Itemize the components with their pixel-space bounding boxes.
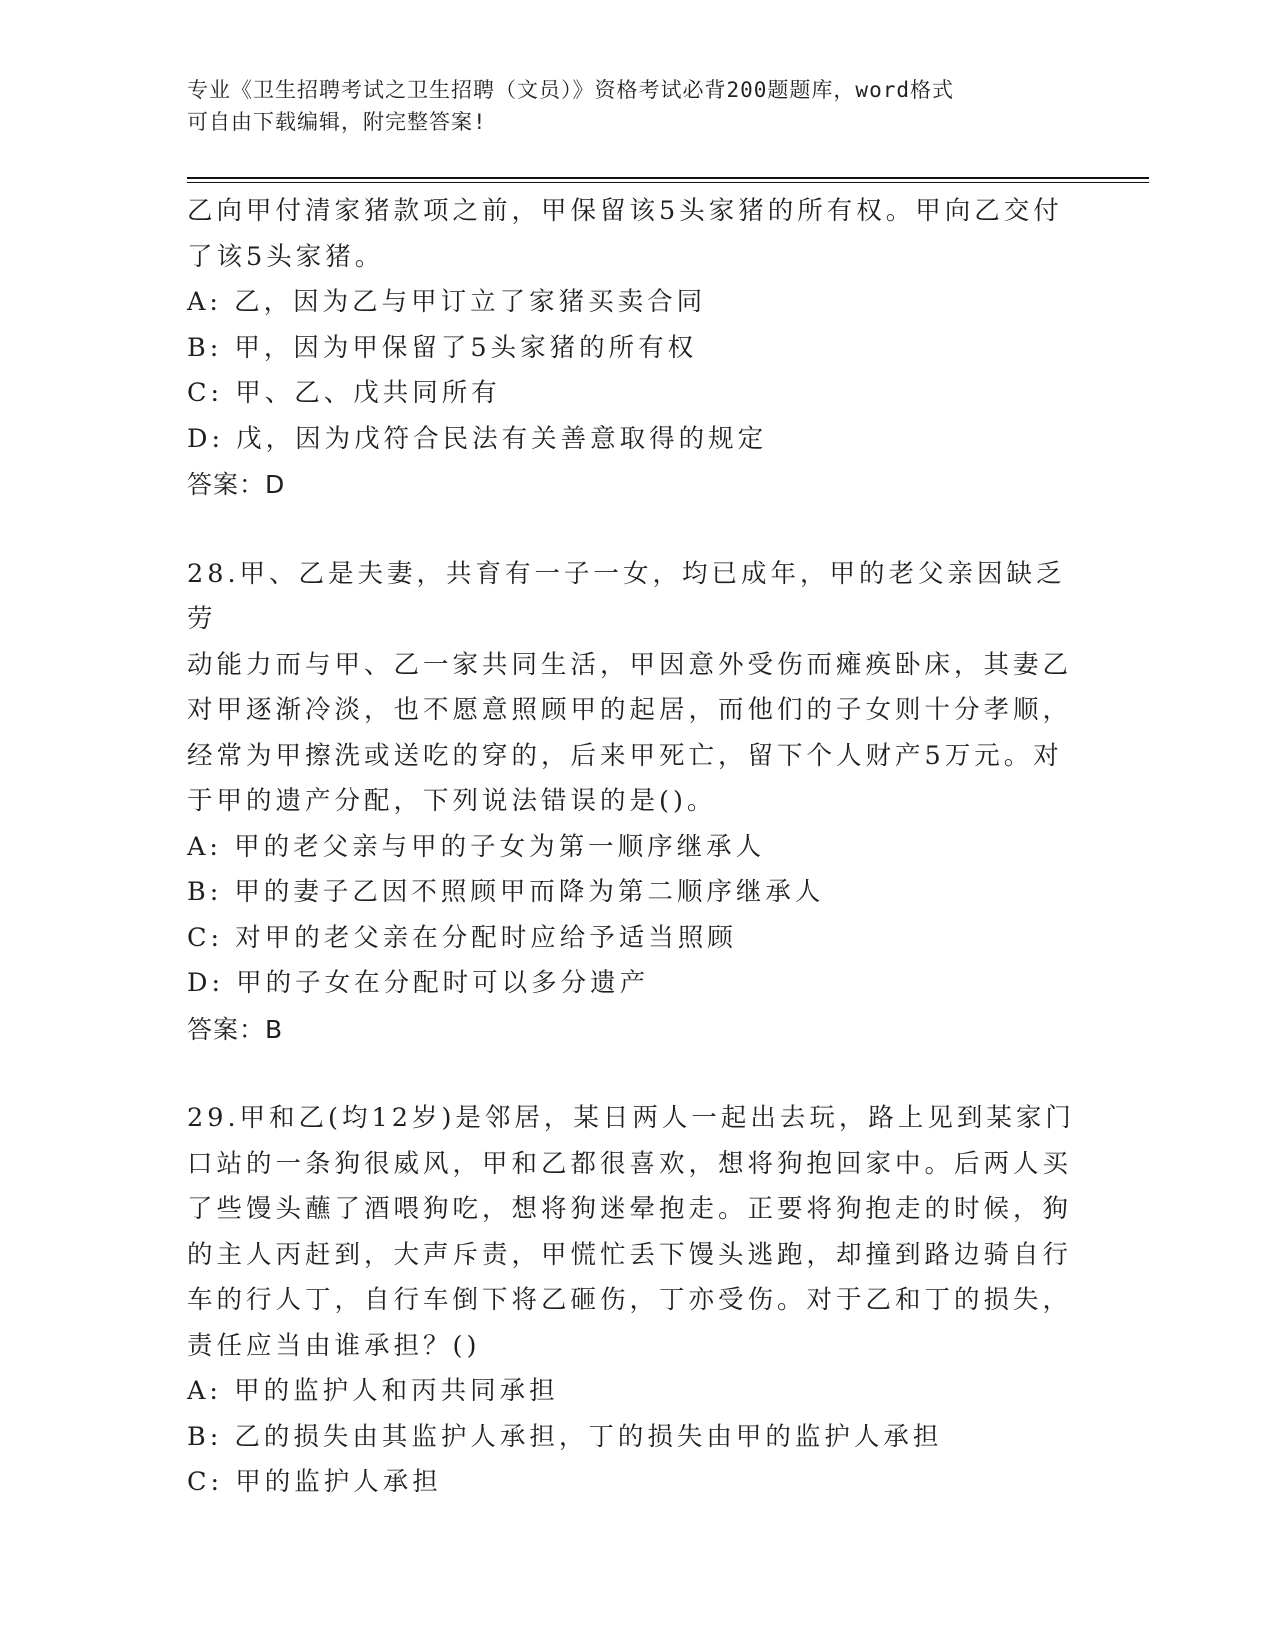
question-27 (187, 189, 1087, 508)
question-stem-line: 乙向甲付清家猪款项之前，甲保留该5头家猪的所有权。甲向乙交付 (187, 196, 1063, 226)
question-stem-line: 了该5头家猪。 (187, 241, 385, 272)
option-b: B: 甲，因为甲保留了5头家猪的所有权 (187, 332, 698, 363)
option-c: C: 甲的监护人承担 (187, 1467, 442, 1497)
option-b: B: 乙的损失由其监护人承担，丁的损失由甲的监护人承担 (187, 1421, 943, 1452)
question-stem-line: 车的行人丁，自行车倒下将乙砸伤，丁亦受伤。对于乙和丁的损失， (187, 1285, 1073, 1315)
question-stem-line: 责任应当由谁承担？() (187, 1330, 481, 1361)
option-a: A: 甲的老父亲与甲的子女为第一顺序继承人 (187, 831, 766, 862)
question-stem-line: 对甲逐渐冷淡，也不愿意照顾甲的起居，而他们的子女则十分孝顺， (187, 695, 1073, 725)
option-d: D: 甲的子女在分配时可以多分遗产 (187, 968, 650, 998)
spacer (187, 1052, 1087, 1096)
spacer (187, 508, 1087, 552)
document-body (187, 189, 1087, 1506)
question-stem-line: 经常为甲擦洗或送吃的穿的，后来甲死亡，留下个人财产5万元。对 (187, 740, 1063, 771)
option-c: C: 对甲的老父亲在分配时应给予适当照顾 (187, 922, 737, 953)
question-stem-line: 动能力而与甲、乙一家共同生活，甲因意外受伤而瘫痪卧床，其妻乙 (187, 649, 1073, 680)
answer: 答案：B (187, 1014, 284, 1044)
question-stem-line: 的主人丙赶到，大声斥责，甲慌忙丢下馒头逃跑，却撞到路边骑自行 (187, 1239, 1073, 1270)
question-28 (187, 552, 1087, 1053)
page-header (187, 74, 1067, 138)
header-line-2: 可自由下载编辑，附完整答案! (187, 110, 487, 134)
question-29 (187, 1096, 1087, 1506)
question-stem-line: 了些馒头蘸了酒喂狗吃，想将狗迷晕抱走。正要将狗抱走的时候，狗 (187, 1194, 1073, 1224)
option-a: A: 甲的监护人和丙共同承担 (187, 1376, 559, 1406)
option-d: D: 戊，因为戊符合民法有关善意取得的规定 (187, 423, 768, 454)
header-divider (187, 177, 1149, 183)
question-stem-line: 29.甲和乙(均12岁)是邻居，某日两人一起出去玩，路上见到某家门 (187, 1103, 1075, 1133)
option-a: A: 乙，因为乙与甲订立了家猪买卖合同 (187, 287, 707, 317)
option-c: C: 甲、乙、戊共同所有 (187, 378, 501, 408)
answer: 答案：D (187, 470, 286, 499)
option-b: B: 甲的妻子乙因不照顾甲而降为第二顺序继承人 (187, 877, 825, 907)
question-stem-line: 口站的一条狗很威风，甲和乙都很喜欢，想将狗抱回家中。后两人买 (187, 1148, 1073, 1179)
header-line-1: 专业《卫生招聘考试之卫生招聘（文员）》资格考试必背200题题库，word格式 (187, 78, 954, 102)
question-stem-line: 28.甲、乙是夫妻，共育有一子一女，均已成年，甲的老父亲因缺乏劳 (187, 558, 1066, 634)
question-stem-line: 于甲的遗产分配，下列说法错误的是()。 (187, 786, 717, 816)
